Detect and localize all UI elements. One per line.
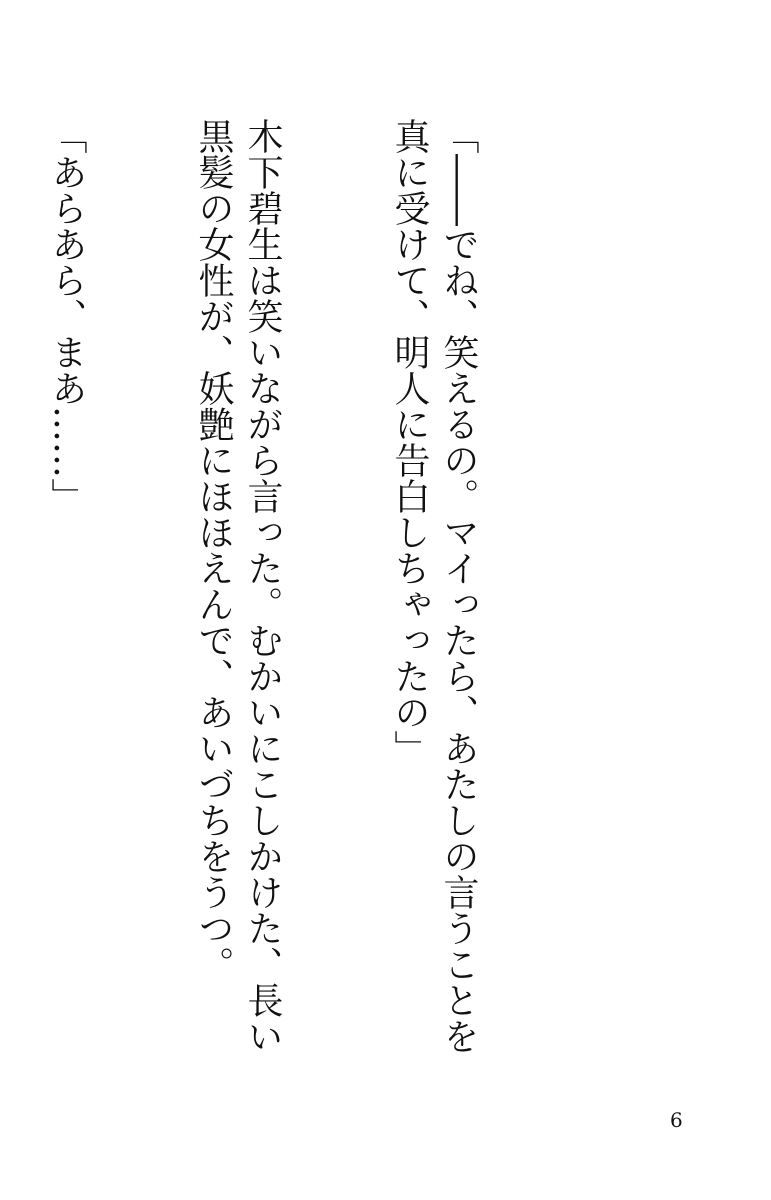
- vertical-text-body: [0, 118, 581, 1078]
- paragraph-2: 木下碧生は笑いながら言った。むかいにこしかけた、長い黒髪の女性が、妖艶にほほえんで、あいづちをうつ。: [193, 118, 283, 1054]
- page-number: 6: [670, 1108, 683, 1132]
- paragraph-3: 「あらあら、まあ……」: [46, 118, 87, 514]
- paragraph-1: 「――でね、笑えるの。マイったら、あたしの言うことを真に受けて、明人に告白しちゃったの」: [389, 118, 479, 1054]
